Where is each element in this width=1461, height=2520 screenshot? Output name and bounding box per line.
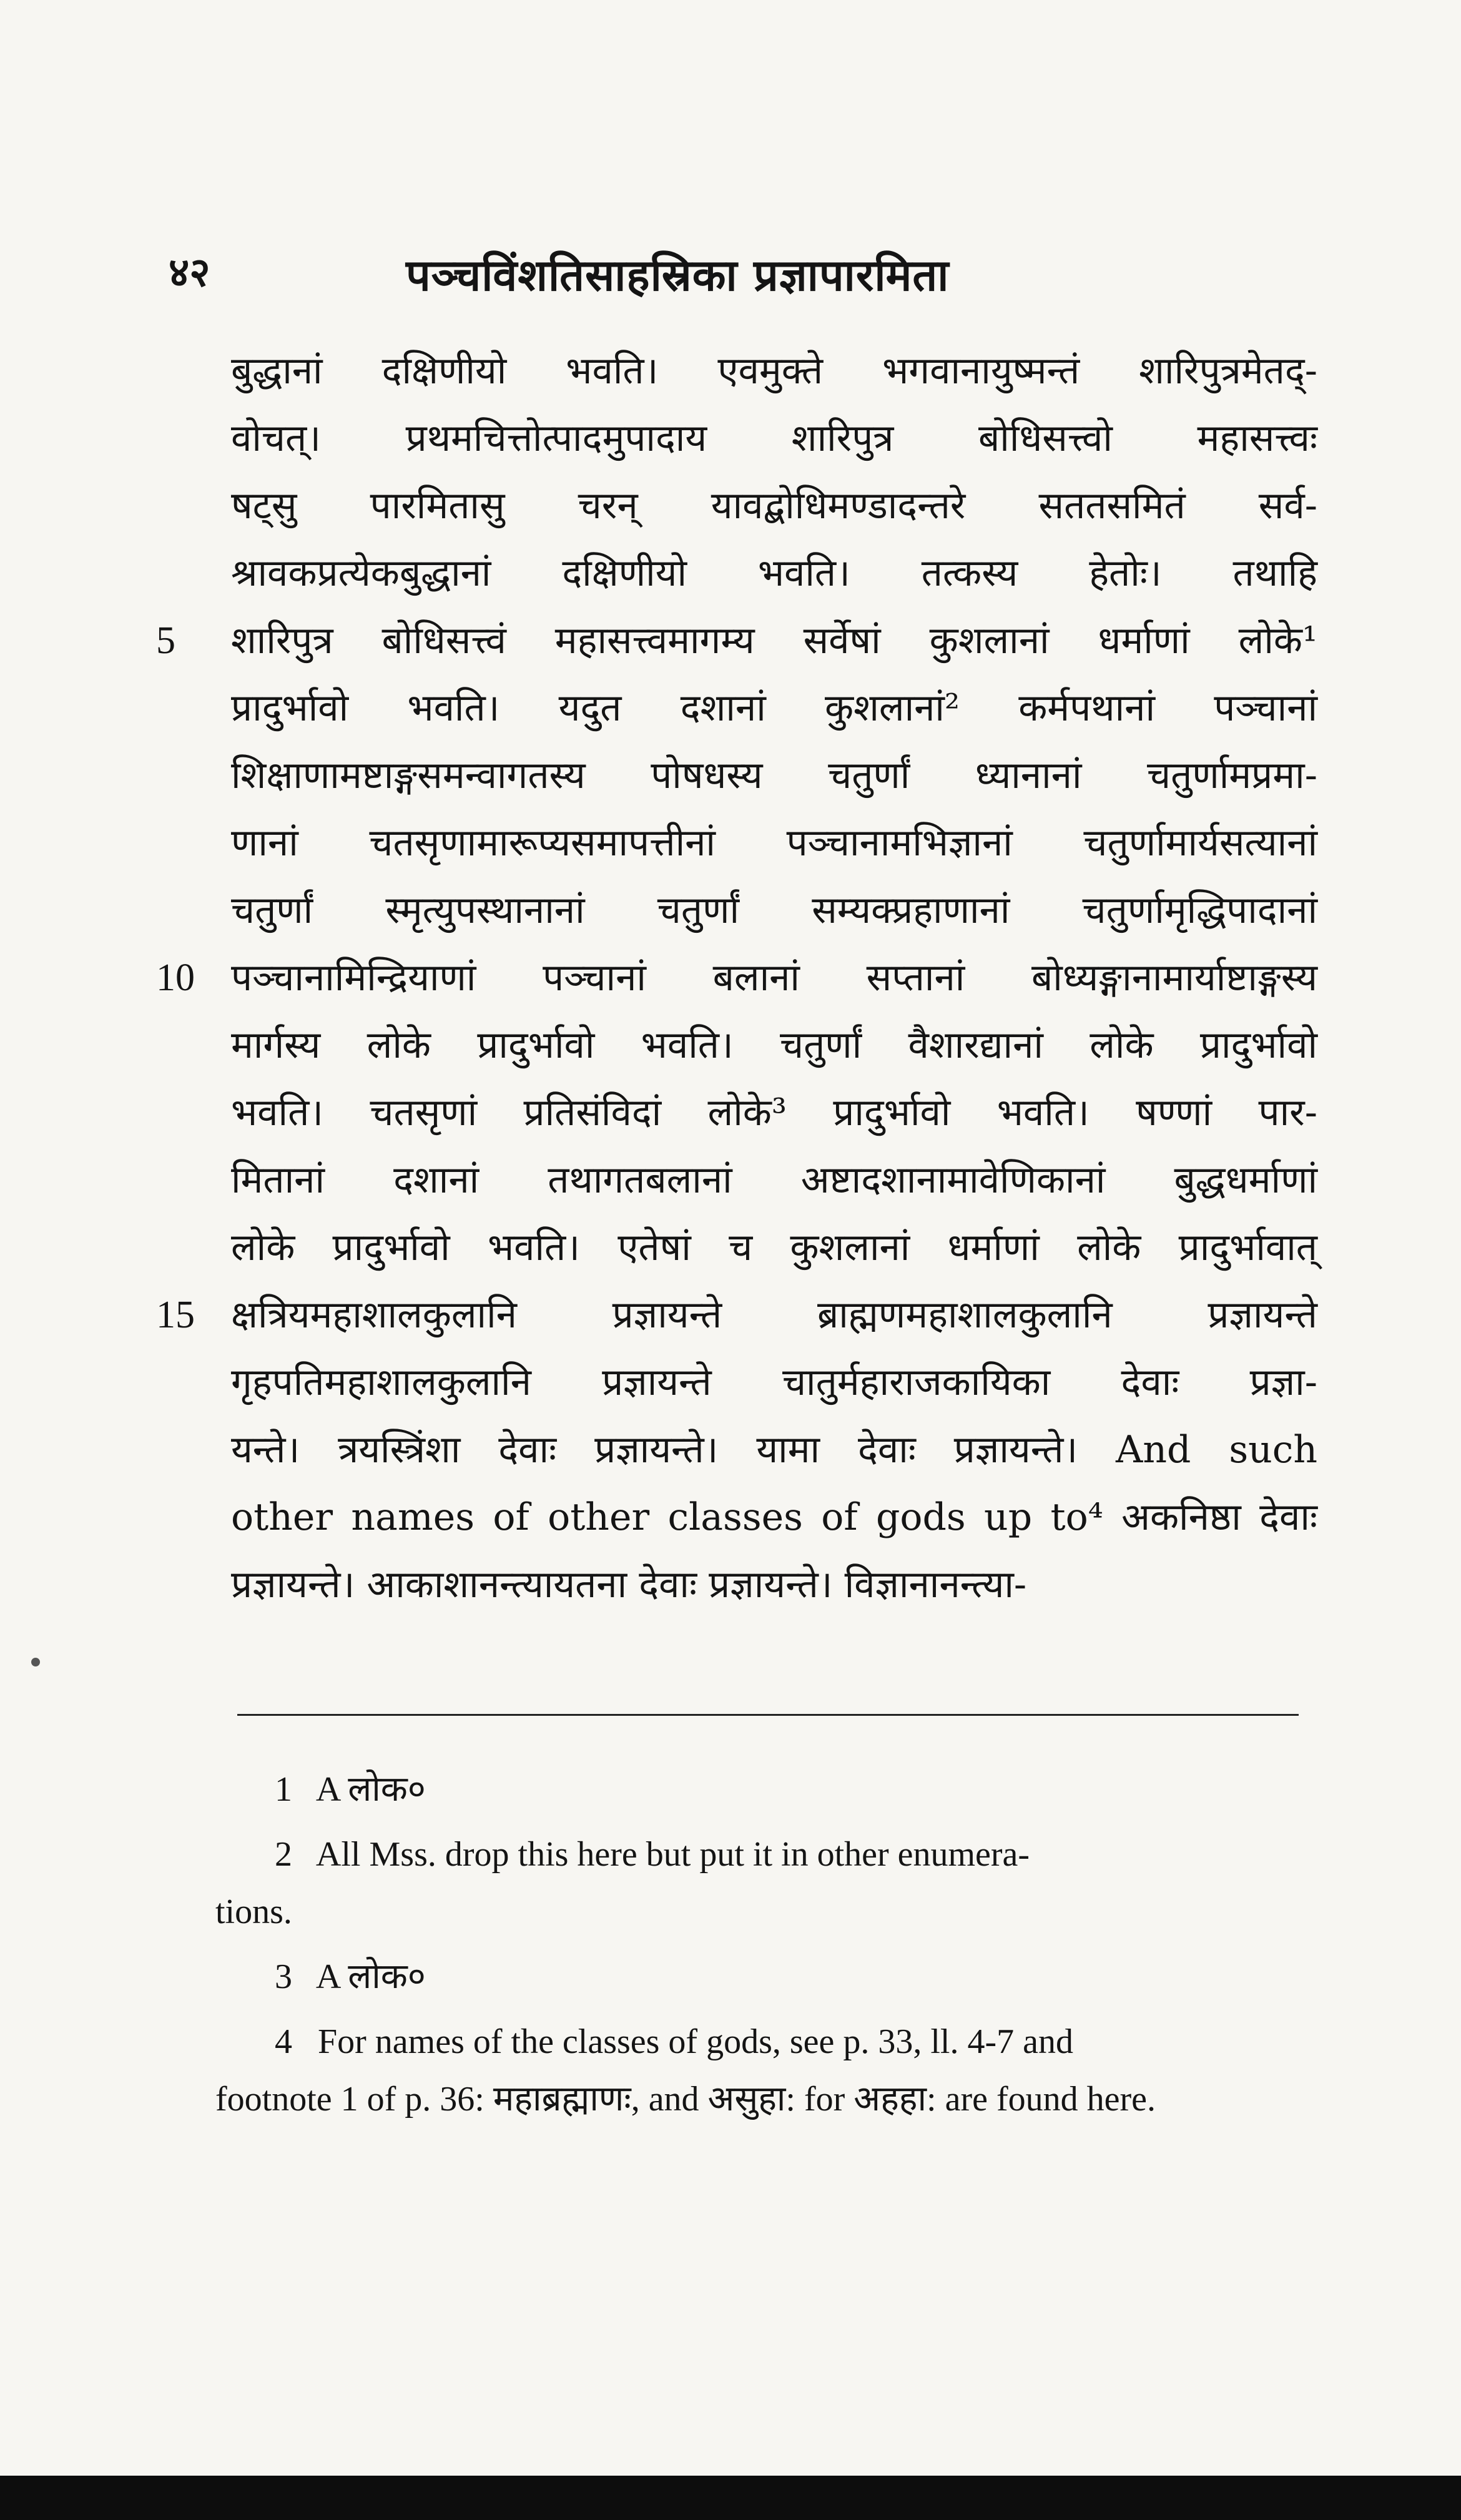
footnote-text: A लोक० — [315, 1770, 426, 1809]
footnote — [215, 1761, 1302, 1818]
footnote-divider — [237, 1714, 1299, 1716]
footnote-text: All Mss. drop this here but put it in other enumera- — [315, 1835, 1030, 1874]
line-text: लोके प्रादुर्भावो भवति। एतेषां च कुशलानां धर्माणां लोके प्रादुर्भावात् — [231, 1226, 1317, 1269]
scan-speck — [31, 1658, 40, 1666]
running-title: पञ्चविंशतिसाहस्रिका प्रज्ञापारमिता — [406, 249, 950, 301]
line-text: शारिपुत्र बोधिसत्त्वं महासत्त्वमागम्य सर्वेषां कुशलानां धर्माणां लोके¹ — [231, 619, 1317, 662]
footnotes — [215, 1761, 1302, 2135]
text-line — [231, 405, 1317, 472]
text-line — [231, 1214, 1317, 1281]
text-line — [231, 809, 1317, 877]
text-line — [231, 1551, 1317, 1618]
text-line — [231, 674, 1317, 742]
line-text: प्रज्ञायन्ते। आकाशानन्त्यायतना देवाः प्रज्ञायन्ते। विज्ञानानन्त्या- — [231, 1563, 1027, 1607]
text-line — [231, 1484, 1317, 1551]
line-text: मितानां दशानां तथागतबलानां अष्टादशानामावेणिकानां बुद्धधर्माणां — [231, 1158, 1317, 1202]
footnote-continuation: tions. — [215, 1892, 292, 1931]
text-line — [156, 1281, 1317, 1349]
footnote-number: 4 — [275, 2022, 292, 2061]
text-line — [231, 337, 1317, 405]
line-text: यन्ते। त्रयस्त्रिंशा देवाः प्रज्ञायन्ते। यामा देवाः प्रज्ञायन्ते। And such — [231, 1428, 1317, 1472]
footnote-text: A लोक० — [315, 1957, 426, 1996]
footnote — [215, 1948, 1302, 2006]
footnote — [215, 2013, 1302, 2128]
text-line — [231, 472, 1317, 539]
text-line — [231, 1079, 1317, 1146]
page-number: ४२ — [169, 249, 210, 296]
text-line — [156, 944, 1317, 1011]
line-text: णानां चतसृणामारूप्यसमापत्तीनां पञ्चानामभिज्ञानां चतुर्णामार्यसत्यानां — [231, 821, 1317, 865]
line-text: प्रादुर्भावो भवति। यदुत दशानां कुशलानां² कर्मपथानां पञ्चानां — [231, 686, 1317, 730]
line-number: 10 — [156, 957, 195, 999]
line-text: चतुर्णां स्मृत्युपस्थानानां चतुर्णां सम्यक्प्रहाणानां चतुर्णामृद्धिपादानां — [231, 888, 1317, 932]
scan-bottom-edge — [0, 2476, 1461, 2520]
line-text: other names of other classes of gods up to⁴ अकनिष्ठा देवाः — [231, 1495, 1317, 1539]
line-text: षट्सु पारमितासु चरन् यावद्बोधिमण्डादन्तरे सततसमितं सर्व- — [231, 484, 1317, 528]
text-line — [231, 1011, 1317, 1079]
text-line — [231, 1349, 1317, 1416]
line-number: 15 — [156, 1294, 195, 1336]
line-text: शिक्षाणामष्टाङ्गसमन्वागतस्य पोषधस्य चतुर्णां ध्यानानां चतुर्णामप्रमा- — [231, 754, 1317, 797]
line-text: गृहपतिमहाशालकुलानि प्रज्ञायन्ते चातुर्महाराजकायिका देवाः प्रज्ञा- — [231, 1361, 1317, 1404]
line-text: वोचत्। प्रथमचित्तोत्पादमुपादाय शारिपुत्र बोधिसत्त्वो महासत्त्वः — [231, 416, 1317, 460]
line-text: श्रावकप्रत्येकबुद्धानां दक्षिणीयो भवति। तत्कस्य हेतोः। तथाहि — [231, 551, 1317, 595]
footnote-number: 3 — [275, 1957, 292, 1996]
line-text: क्षत्रियमहाशालकुलानि प्रज्ञायन्ते ब्राह्मणमहाशालकुलानि प्रज्ञायन्ते — [231, 1293, 1317, 1337]
page-header — [0, 244, 1461, 312]
text-line — [231, 742, 1317, 809]
footnote-number: 1 — [275, 1770, 292, 1809]
footnote-continuation: footnote 1 of p. 36: महाब्रह्माणः, and असुहा: for अहहा: are found here. — [215, 2080, 1156, 2119]
text-line — [231, 1146, 1317, 1214]
footnote-number: 2 — [275, 1835, 292, 1874]
footnote-text: For names of the classes of gods, see p. 33, ll. 4-7 and — [318, 2022, 1073, 2061]
footnote — [215, 1826, 1302, 1941]
line-number: 5 — [156, 619, 175, 662]
text-line — [231, 539, 1317, 607]
line-text: मार्गस्य लोके प्रादुर्भावो भवति। चतुर्णां वैशारद्यानां लोके प्रादुर्भावो — [231, 1023, 1317, 1067]
text-line — [231, 1416, 1317, 1484]
text-line — [231, 877, 1317, 944]
line-text: पञ्चानामिन्द्रियाणां पञ्चानां बलानां सप्तानां बोध्यङ्गानामार्याष्टाङ्गस्य — [231, 956, 1317, 1000]
line-text: बुद्धानां दक्षिणीयो भवति। एवमुक्ते भगवानायुष्मन्तं शारिपुत्रमेतद्- — [231, 349, 1317, 393]
body-text — [156, 337, 1317, 1618]
line-text: भवति। चतसृणां प्रतिसंविदां लोके³ प्रादुर्भावो भवति। षण्णां पार- — [231, 1091, 1317, 1134]
text-line — [156, 607, 1317, 674]
